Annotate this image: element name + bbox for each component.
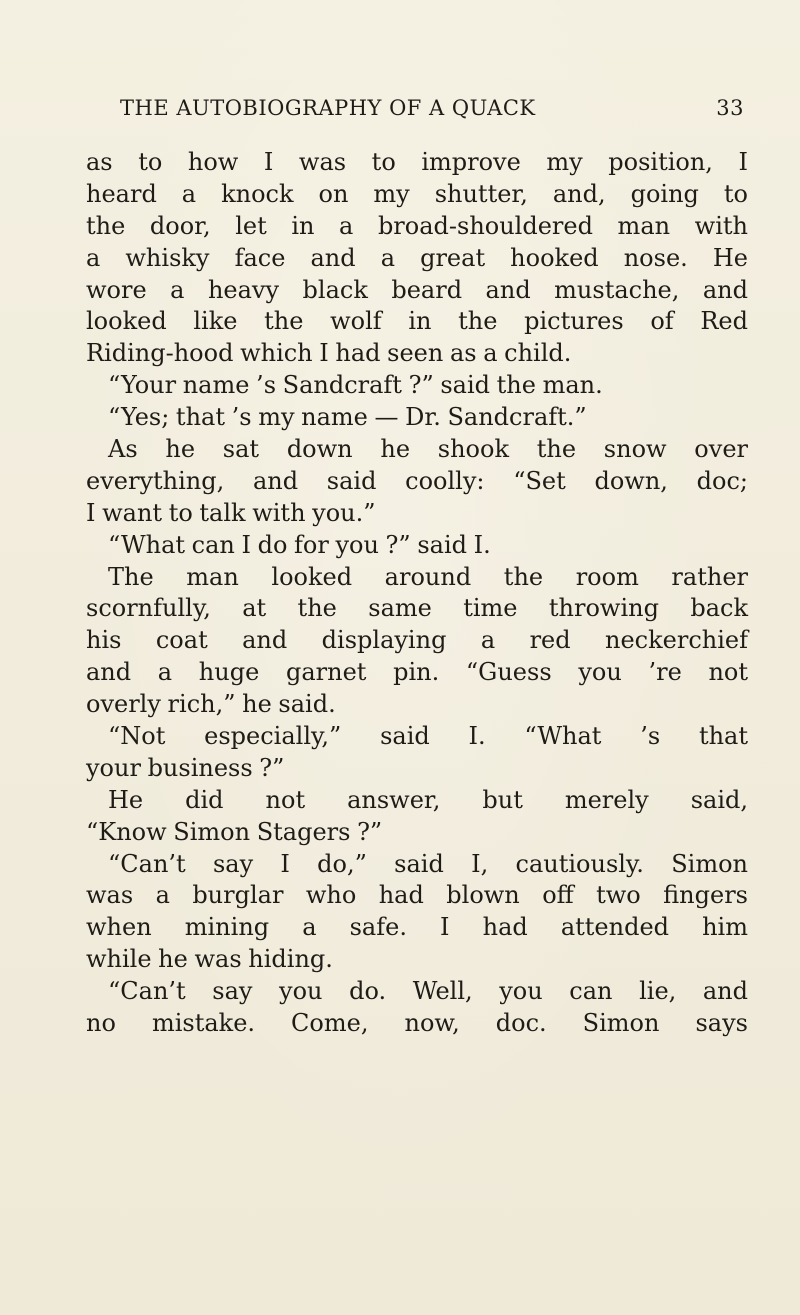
page-number: 33 bbox=[716, 96, 744, 120]
text-line: everything, and said coolly: “Set down, doc; bbox=[86, 466, 748, 495]
text-line: heard a knock on my shutter, and, going to bbox=[86, 179, 748, 208]
text-line: The man looked around the room rather bbox=[108, 562, 748, 591]
text-line: no mistake. Come, now, doc. Simon says bbox=[86, 1009, 748, 1038]
text-line: as to how I was to improve my position, I bbox=[86, 148, 748, 176]
text-line: your business ?” bbox=[86, 753, 285, 782]
text-line: overly rich,” he said. bbox=[86, 690, 336, 719]
text-line: the door, let in a broad-shouldered man with bbox=[86, 211, 748, 240]
body-text bbox=[86, 147, 748, 1040]
text-line: when mining a safe. I had attended him bbox=[86, 913, 748, 942]
text-line: scornfully, at the same time throwing back bbox=[86, 594, 748, 623]
text-line: I want to talk with you.” bbox=[86, 498, 376, 527]
text-line: was a burglar who had blown off two fingers bbox=[86, 881, 748, 910]
text-line: “Yes; that ’s my name — Dr. Sandcraft.” bbox=[108, 403, 587, 432]
text-line: and a huge garnet pin. “Guess you ’re not bbox=[86, 658, 748, 687]
text-line: a whisky face and a great hooked nose. He bbox=[86, 243, 748, 272]
text-line: “Not especially,” said I. “What ’s that bbox=[108, 722, 748, 751]
text-line: “Can’t say you do. Well, you can lie, and bbox=[108, 977, 748, 1006]
book-title-header: THE AUTOBIOGRAPHY OF A QUACK bbox=[120, 96, 536, 120]
text-line: He did not answer, but merely said, bbox=[108, 785, 748, 814]
text-line: his coat and displaying a red neckerchief bbox=[86, 626, 748, 655]
text-line: “Can’t say I do,” said I, cautiously. Simon bbox=[108, 849, 748, 878]
text-line: while he was hiding. bbox=[86, 945, 333, 974]
text-line: wore a heavy black beard and mustache, and bbox=[86, 275, 748, 304]
running-head bbox=[96, 93, 744, 123]
text-line: “Your name ’s Sandcraft ?” said the man. bbox=[108, 371, 603, 400]
text-line: Riding-hood which I had seen as a child. bbox=[86, 339, 572, 368]
text-line: “What can I do for you ?” said I. bbox=[108, 530, 491, 559]
text-line: “Know Simon Stagers ?” bbox=[86, 817, 383, 846]
text-line: looked like the wolf in the pictures of Red bbox=[86, 307, 748, 336]
text-line: As he sat down he shook the snow over bbox=[108, 435, 748, 464]
